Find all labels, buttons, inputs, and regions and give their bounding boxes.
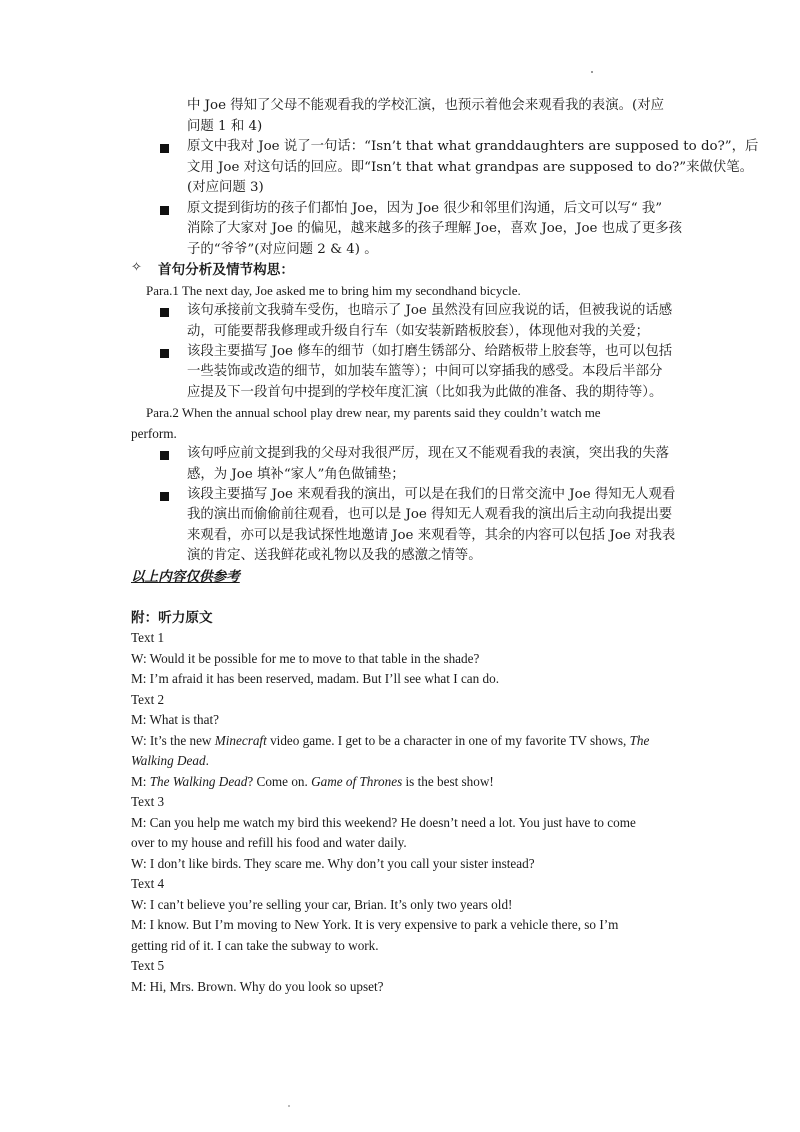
text3-m-line2: over to my house and refill his food and water daily. <box>131 835 407 850</box>
text2-w-part-b: video game. I get to be a character in one of my favorite TV shows, <box>266 733 630 748</box>
text3-m-line1: M: Can you help me watch my bird this weekend? He doesn’t need a lot. You just have to come <box>131 815 636 830</box>
text2-m2-show-title: The Walking Dead <box>149 774 248 789</box>
text4-w: W: I can’t believe you’re selling your car, Brian. It’s only two years old! <box>131 897 513 912</box>
block2-line2: 文用 Joe 对这句话的回应。即“Isn’t that what grandpas are supposed to do?”来做伏笔。 <box>187 160 754 175</box>
para2-bullet1-line2: 感，为 Joe 填补“家人”角色做铺垫； <box>187 467 405 482</box>
text1-w: W: Would it be possible for me to move to that table in the shade? <box>131 651 480 666</box>
text4-label: Text 4 <box>131 876 165 891</box>
para2-bullet1-line1: 该句呼应前文提到我的父母对我很严厉，现在又不能观看我的表演，突出我的失落 <box>187 446 670 461</box>
text2-w-show-title-a: The <box>629 733 650 748</box>
text2-w-part-a: W: It’s the new <box>131 733 215 748</box>
bullet-square-icon <box>160 144 169 153</box>
four-point-star-icon: ✧ <box>131 260 142 275</box>
text2-w-line1 <box>131 731 649 751</box>
bullet-square-icon <box>160 206 169 215</box>
text3-label: Text 3 <box>131 794 165 809</box>
block2-line1: 原文中我对 Joe 说了一句话：“Isn’t that what granddaughters are supposed to do?”，后 <box>187 139 759 154</box>
text2-w-end: . <box>205 753 209 768</box>
text3-w: W: I don’t like birds. They scare me. Why don’t you call your sister instead? <box>131 856 535 871</box>
section-heading: 首句分析及情节构思： <box>158 262 294 278</box>
block1-line2: 问题 1 和 4) <box>187 119 263 134</box>
bullet-square-icon <box>160 492 169 501</box>
para1-sentence: Para.1 The next day, Joe asked me to bring him my secondhand bicycle. <box>146 283 521 298</box>
para2-bullet2-line3: 来观看，亦可以是我试探性地邀请 Joe 来观看等，其余的内容可以包括 Joe 对我表 <box>187 528 676 543</box>
text2-label: Text 2 <box>131 692 165 707</box>
block2-line3: (对应问题 3) <box>187 180 264 195</box>
text2-m2-part-b: is the best show! <box>402 774 494 789</box>
text4-m-line1: M: I know. But I’m moving to New York. It is very expensive to park a vehicle there, so I’m <box>131 917 619 932</box>
text1-m: M: I’m afraid it has been reserved, madam. But I’ll see what I can do. <box>131 671 500 686</box>
text2-w-game-title: Minecraft <box>214 733 267 748</box>
block1-line1: 中 Joe 得知了父母不能观看我的学校汇演，也预示着他会来观看我的表演。(对应 <box>187 98 664 113</box>
block3-line3: 子的“爷爷”(对应问题 2 & 4) 。 <box>187 242 378 257</box>
para2-bullet2-line4: 演的肯定、送我鲜花或礼物以及我的感激之情等。 <box>187 548 482 563</box>
text5-m: M: Hi, Mrs. Brown. Why do you look so upset? <box>131 979 384 994</box>
para2-sentence-line2: perform. <box>131 426 177 441</box>
para1-bullet1-line2: 动，可能要帮我修理或升级自行车（如安装新踏板胶套），体现他对我的关爱； <box>187 324 649 339</box>
text2-w-line2 <box>131 751 209 771</box>
para1-bullet2-line1: 该段主要描写 Joe 修车的细节（如打磨生锈部分、给踏板带上胶套等，也可以包括 <box>187 344 673 359</box>
text2-m2-prefix: M: <box>131 774 150 789</box>
text5-label: Text 5 <box>131 958 165 973</box>
bullet-square-icon <box>160 451 169 460</box>
text2-m1: M: What is that? <box>131 712 220 727</box>
reference-note: 以上内容仅供参考 <box>131 569 240 585</box>
text1-label: Text 1 <box>131 630 165 645</box>
text2-m2-part-a: ? Come on. <box>247 774 312 789</box>
text2-m2-show-title2: Game of Thrones <box>311 774 403 789</box>
text4-m-line2: getting rid of it. I can take the subway to work. <box>131 938 379 953</box>
block3-line2: 消除了大家对 Joe 的偏见，越来越多的孩子理解 Joe，喜欢 Joe，Joe 也成了更多孩 <box>187 221 683 236</box>
appendix-title: 附：听力原文 <box>131 610 213 626</box>
para1-bullet1-line1: 该句承接前文我骑车受伤，也暗示了 Joe 虽然没有回应我说的话，但被我说的话感 <box>187 303 673 318</box>
para2-sentence-line1: Para.2 When the annual school play drew near, my parents said they couldn’t watch me <box>146 405 601 420</box>
para2-bullet2-line2: 我的演出而偷偷前往观看，也可以是 Joe 得知无人观看我的演出后主动向我提出要 <box>187 507 673 522</box>
para1-bullet2-line2: 一些装饰或改造的细节，如加装车篮等）；中间可以穿插我的感受。本段后半部分 <box>187 364 663 379</box>
bullet-square-icon <box>160 349 169 358</box>
text2-w-show-title-b: Walking Dead <box>131 753 206 768</box>
para2-bullet2-line1: 该段主要描写 Joe 来观看我的演出，可以是在我们的日常交流中 Joe 得知无人观看 <box>187 487 676 502</box>
text2-m2 <box>131 772 494 792</box>
bullet-square-icon <box>160 308 169 317</box>
para1-bullet2-line3: 应提及下一段首句中提到的学校年度汇演（比如我为此做的准备、我的期待等）。 <box>187 385 663 400</box>
scan-speck <box>288 1105 290 1107</box>
scan-speck <box>591 71 593 73</box>
block3-line1: 原文提到街坊的孩子们都怕 Joe，因为 Joe 很少和邻里们沟通，后文可以写“ 我” <box>187 201 663 216</box>
